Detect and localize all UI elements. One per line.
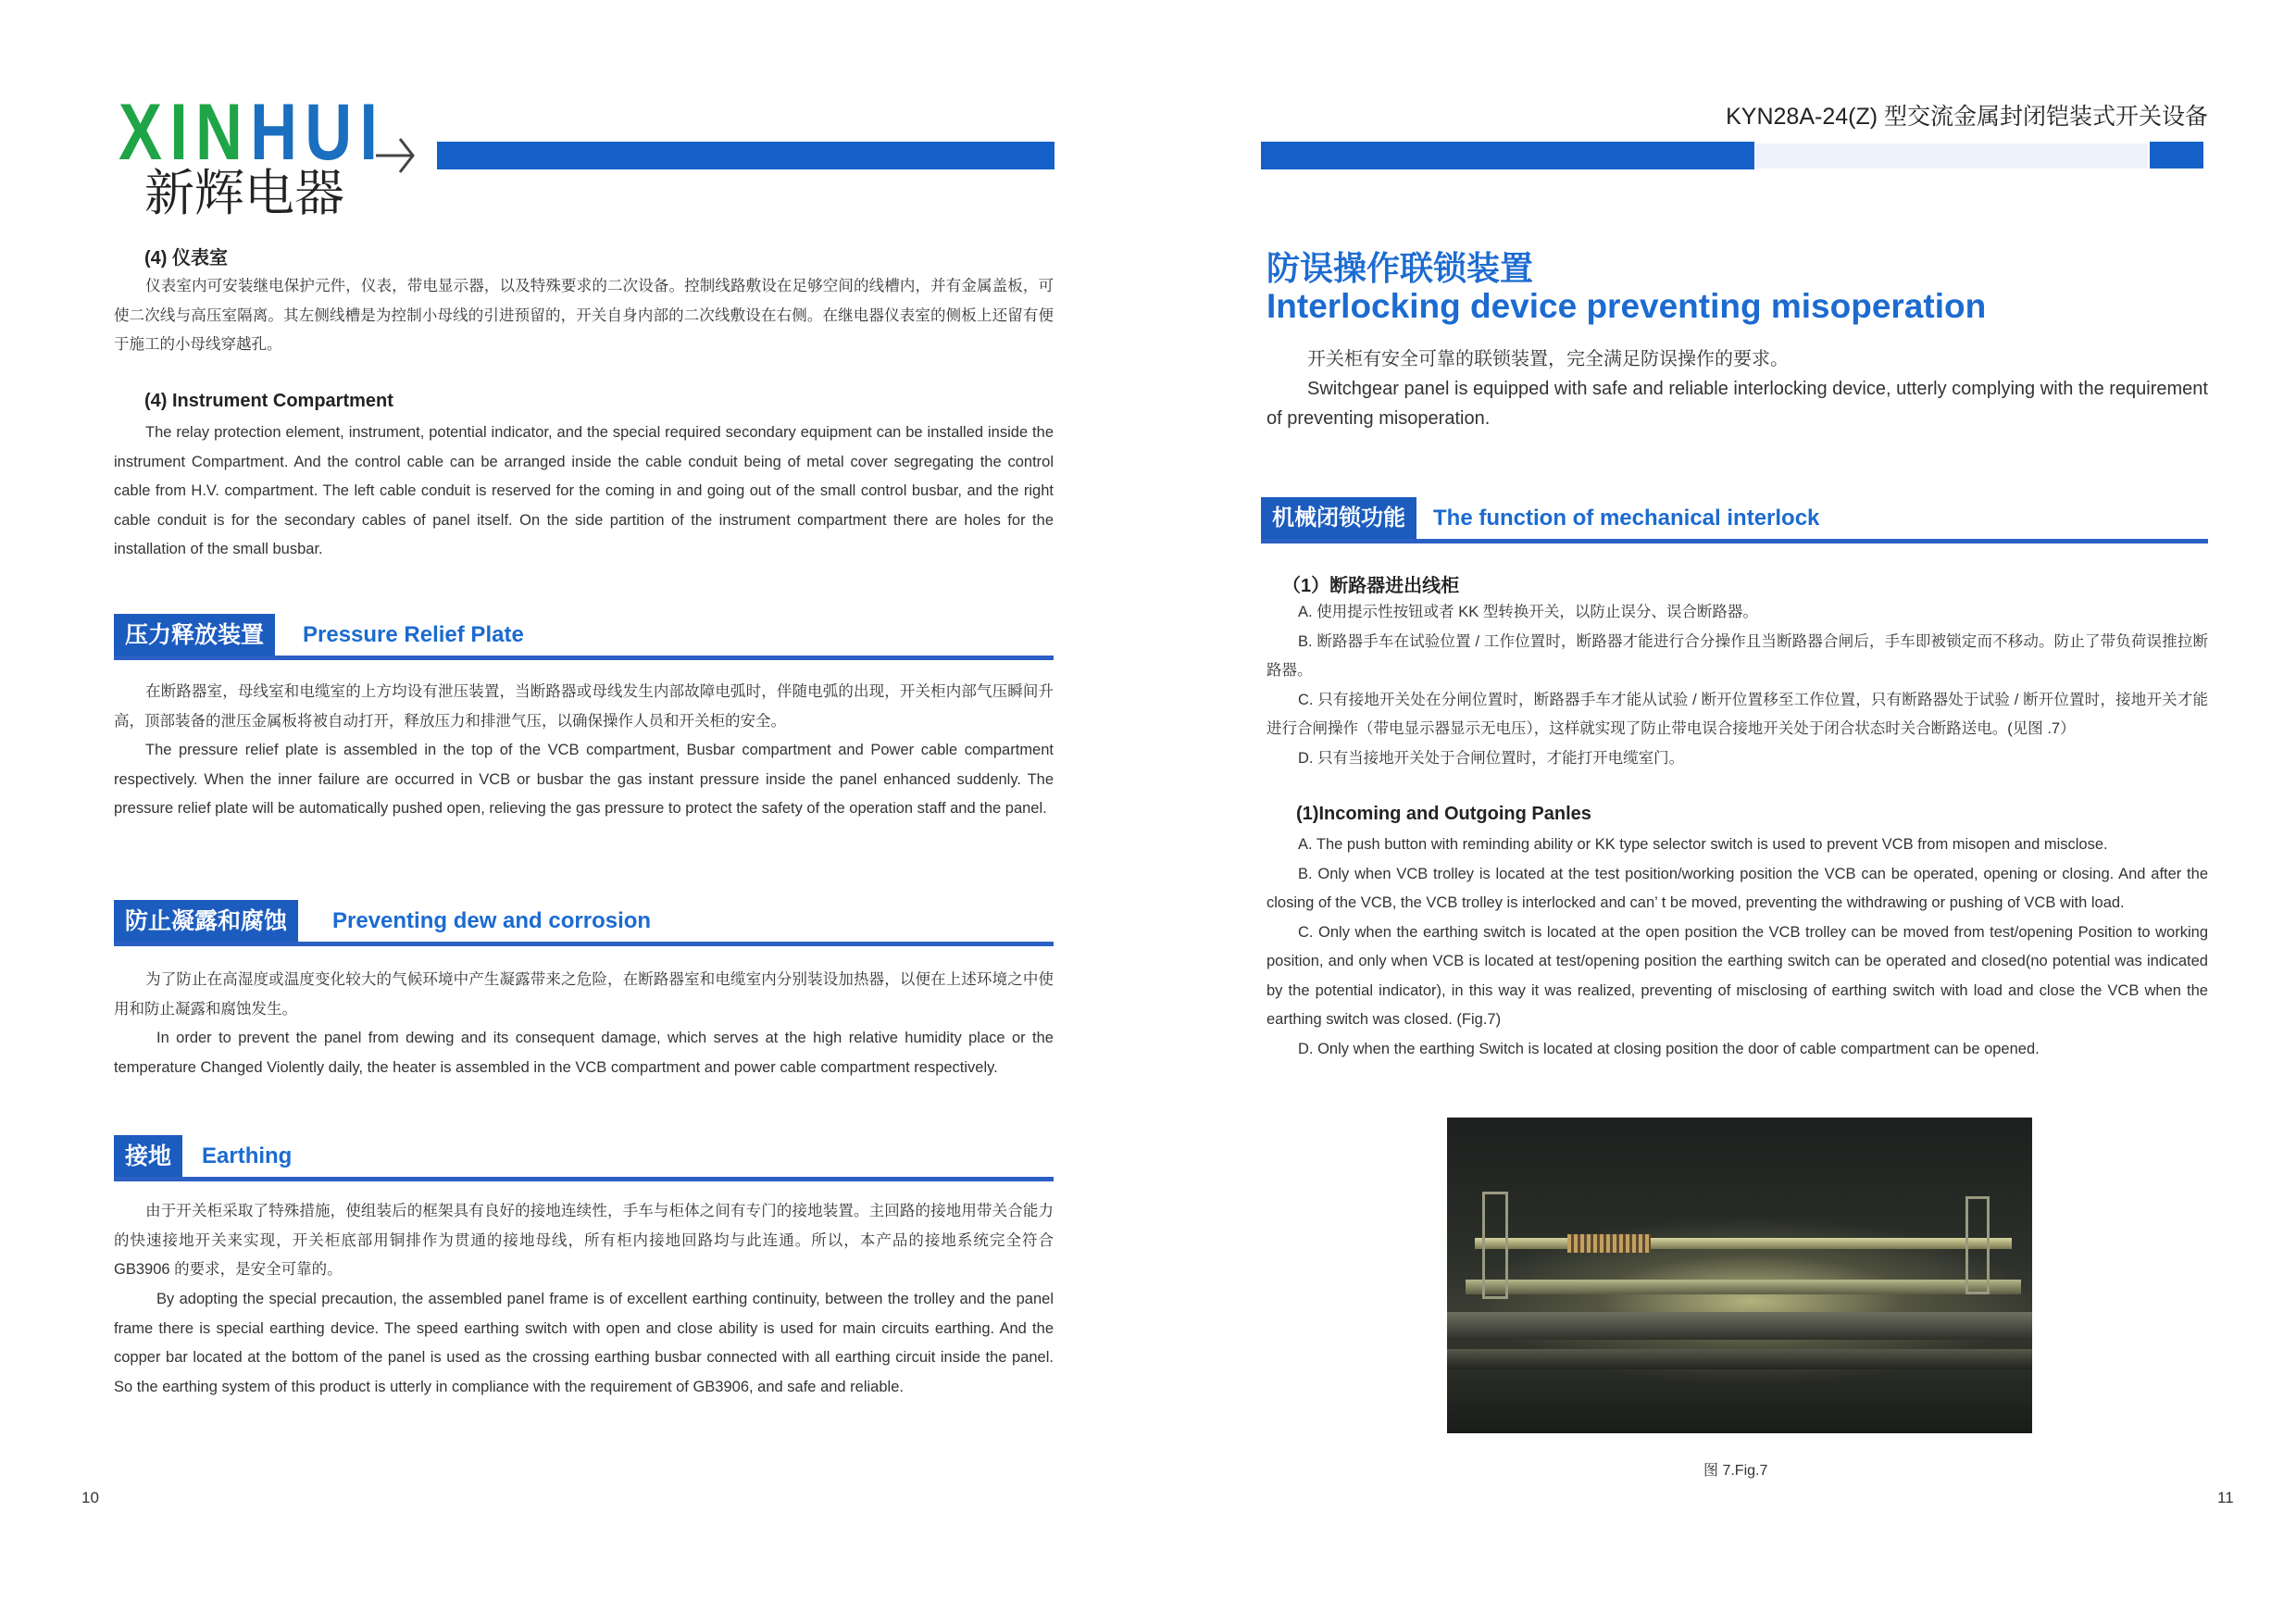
section-title-en: Pressure Relief Plate bbox=[303, 622, 524, 647]
lead-text-en: Switchgear panel is equipped with safe and reliable interlocking device, utterly complying with the requirement of preventing misoperation. bbox=[1267, 379, 2208, 429]
cn-list bbox=[1267, 598, 2208, 773]
list-item: D. 只有当接地开关处于合闸位置时，才能打开电缆室门。 bbox=[1298, 749, 1685, 767]
section-underline bbox=[1261, 539, 2208, 543]
photo-spring bbox=[1567, 1234, 1651, 1253]
arrow-right-icon bbox=[374, 135, 417, 176]
list-item: C. Only when the earthing switch is located at the open position the VCB trolley can be moved from test/opening Position to working position, and only when VCB is located at test/opening position the earthing switch can be operated and closed(no potential was indicated by the potential indicator), in this way it was realized, preventing of misclosing of earthing switch with load and close the VCB when the earthing switch was closed. (Fig.7) bbox=[1267, 923, 2208, 1028]
logo-chinese-name: 新辉电器 bbox=[144, 166, 344, 221]
dew-text-cn: 为了防止在高湿度或温度变化较大的气候环境中产生凝露带来之危险，在断路器室和电缆室内分别装设加热器，以便在上述环境之中使用和防止凝露和腐蚀发生。 bbox=[114, 971, 1054, 1018]
list-item: A. 使用提示性按钮或者 KK 型转换开关，以防止误分、误合断路器。 bbox=[1298, 604, 1758, 620]
photo-bracket bbox=[1965, 1196, 1990, 1294]
section-title-cn: 接地 bbox=[114, 1135, 182, 1178]
instrument-heading-en: (4) Instrument Compartment bbox=[144, 391, 393, 411]
interlock-mechanism-photo bbox=[1447, 1118, 2032, 1433]
list-item: B. 断路器手车在试验位置 / 工作位置时，断路器才能进行合分操作且当断路器合闸后，手车即被锁定而不移动。防止了带负荷误推拉断路器。 bbox=[1267, 632, 2208, 679]
section-underline bbox=[114, 942, 1054, 946]
photo-rod bbox=[1475, 1238, 2012, 1249]
header-bar-faded bbox=[1755, 144, 2148, 169]
photo-rail bbox=[1447, 1312, 2032, 1340]
section-header-mechanical bbox=[1261, 497, 2208, 540]
page-title-cn: 防误操作联锁装置 bbox=[1267, 249, 1534, 287]
section-title-cn: 防止凝露和腐蚀 bbox=[114, 900, 298, 943]
figure-caption: 图 7.Fig.7 bbox=[1703, 1463, 1768, 1479]
instrument-heading-cn: (4) 仪表室 bbox=[144, 248, 228, 269]
en-list bbox=[1267, 831, 2208, 1064]
running-header: KYN28A-24(Z) 型交流金属封闭铠装式开关设备 bbox=[1726, 104, 2208, 130]
section-title-cn: 机械闭锁功能 bbox=[1261, 497, 1416, 540]
section-underline bbox=[114, 1177, 1054, 1181]
section-header-dew bbox=[114, 900, 1054, 943]
earthing-text-en: By adopting the special precaution, the assembled panel frame is of excellent earthing continuity, between the trolley and the panel frame there is special earthing device. The speed earthing switch with open and close ability is used for main circuits earthing. And the copper bar located at the bottom of the panel is used as the crossing earthing busbar connected with all earthing circuit inside the panel. So the earthing system of this product is utterly in compliance with the requirement of GB3906, and safe and reliable. bbox=[114, 1291, 1054, 1395]
logo-xinhui: XINHUI bbox=[119, 88, 386, 177]
photo-rod bbox=[1466, 1280, 2021, 1294]
list-item: D. Only when the earthing Switch is located at closing position the door of cable compartment can be opened. bbox=[1298, 1040, 2040, 1057]
pressure-text-cn: 在断路器室，母线室和电缆室的上方均设有泄压装置，当断路器或母线发生内部故障电弧时，伴随电弧的出现，开关柜内部气压瞬间升高，顶部装备的泄压金属板将被自动打开，释放压力和排泄气压，以确保操作人员和开关柜的安全。 bbox=[114, 683, 1054, 730]
photo-bracket bbox=[1482, 1192, 1508, 1299]
section-title-en: Preventing dew and corrosion bbox=[332, 908, 652, 933]
section-title-cn: 压力释放装置 bbox=[114, 614, 275, 656]
section-header-earthing bbox=[114, 1135, 1054, 1178]
section-underline bbox=[114, 656, 1054, 660]
list-item: C. 只有接地开关处在分闸位置时，断路器手车才能从试验 / 断开位置移至工作位置，只有断路器处于试验 / 断开位置时，接地开关才能进行合闸操作（带电显示器显示无电压），这样就实现了防止带电误合接地开关处于闭合状态时关合断路送电。(见图 .7） bbox=[1267, 691, 2208, 737]
header-bar-left bbox=[437, 142, 1054, 169]
cn-list-heading: （1）断路器进出线柜 bbox=[1282, 576, 1460, 596]
earthing-text-cn: 由于开关柜采取了特殊措施，使组装后的框架具有良好的接地连续性，手车与柜体之间有专门的接地装置。主回路的接地用带关合能力的快速接地开关来实现，开关柜底部用铜排作为贯通的接地母线，所有柜内接地回路均与此连通。所以，本产品的接地系统完全符合 GB3906 的要求，是安全可靠的。 bbox=[114, 1203, 1054, 1278]
dew-text-en: In order to prevent the panel from dewing and its consequent damage, which serves at the high relative humidity place or the temperature Changed Violently daily, the heater is assembled in the VCB compartment and power cable compartment respectively. bbox=[114, 1030, 1054, 1076]
list-item: B. Only when VCB trolley is located at the test position/working position the VCB can be operated, opening or closing. And after the closing of the VCB, the VCB trolley is interlocked and can’ t be moved, preventing the withdrawing or pushing of VCB with load. bbox=[1267, 865, 2208, 911]
section-header-pressure bbox=[114, 614, 1054, 656]
section-title-en: The function of mechanical interlock bbox=[1433, 506, 1820, 531]
list-item: A. The push button with reminding ability or KK type selector switch is used to prevent VCB from misopen and misclose. bbox=[1298, 836, 2108, 853]
pressure-text-en: The pressure relief plate is assembled in the top of the VCB compartment, Busbar compartment and Power cable compartment respectively. When the inner failure are occurred in VCB or busbar the gas instant pressure inside the panel enhanced suddenly. The pressure relief plate will be automatically pushed open, relieving the gas pressure to protect the safety of the operation staff and the panel. bbox=[114, 742, 1054, 817]
instrument-text-cn: 仪表室内可安装继电保护元件，仪表，带电显示器，以及特殊要求的二次设备。控制线路敷设在足够空间的线槽内，并有金属盖板，可使二次线与高压室隔离。其左侧线槽是为控制小母线的引进预留的，开关自身内部的二次线敷设在右侧。在继电器仪表室的侧板上还留有便于施工的小母线穿越孔。 bbox=[114, 278, 1054, 353]
header-bar-block bbox=[2150, 142, 2203, 169]
page-title-en: Interlocking device preventing misoperation bbox=[1267, 287, 1987, 325]
page-number-right: 11 bbox=[2217, 1489, 2234, 1506]
section-title-en: Earthing bbox=[202, 1143, 293, 1168]
lead-text-cn: 开关柜有安全可靠的联锁装置，完全满足防误操作的要求。 bbox=[1307, 349, 1789, 369]
instrument-text-en: The relay protection element, instrument, potential indicator, and the special required secondary equipment can be installed inside the instrument Compartment. And the control cable can be arranged inside the cable conduit being of metal cover segregating the control cable from H.V. compartment. The left cable conduit is reserved for the coming in and going out of the small control busbar, and the right cable conduit is for the secondary cables of panel itself. On the side partition of the instrument compartment there are holes for the installation of the small busbar. bbox=[114, 424, 1054, 557]
en-list-heading: (1)Incoming and Outgoing Panles bbox=[1296, 804, 1591, 824]
page-number-left: 10 bbox=[81, 1489, 99, 1506]
header-bar-right bbox=[1261, 142, 1754, 169]
photo-rail bbox=[1447, 1349, 2032, 1369]
